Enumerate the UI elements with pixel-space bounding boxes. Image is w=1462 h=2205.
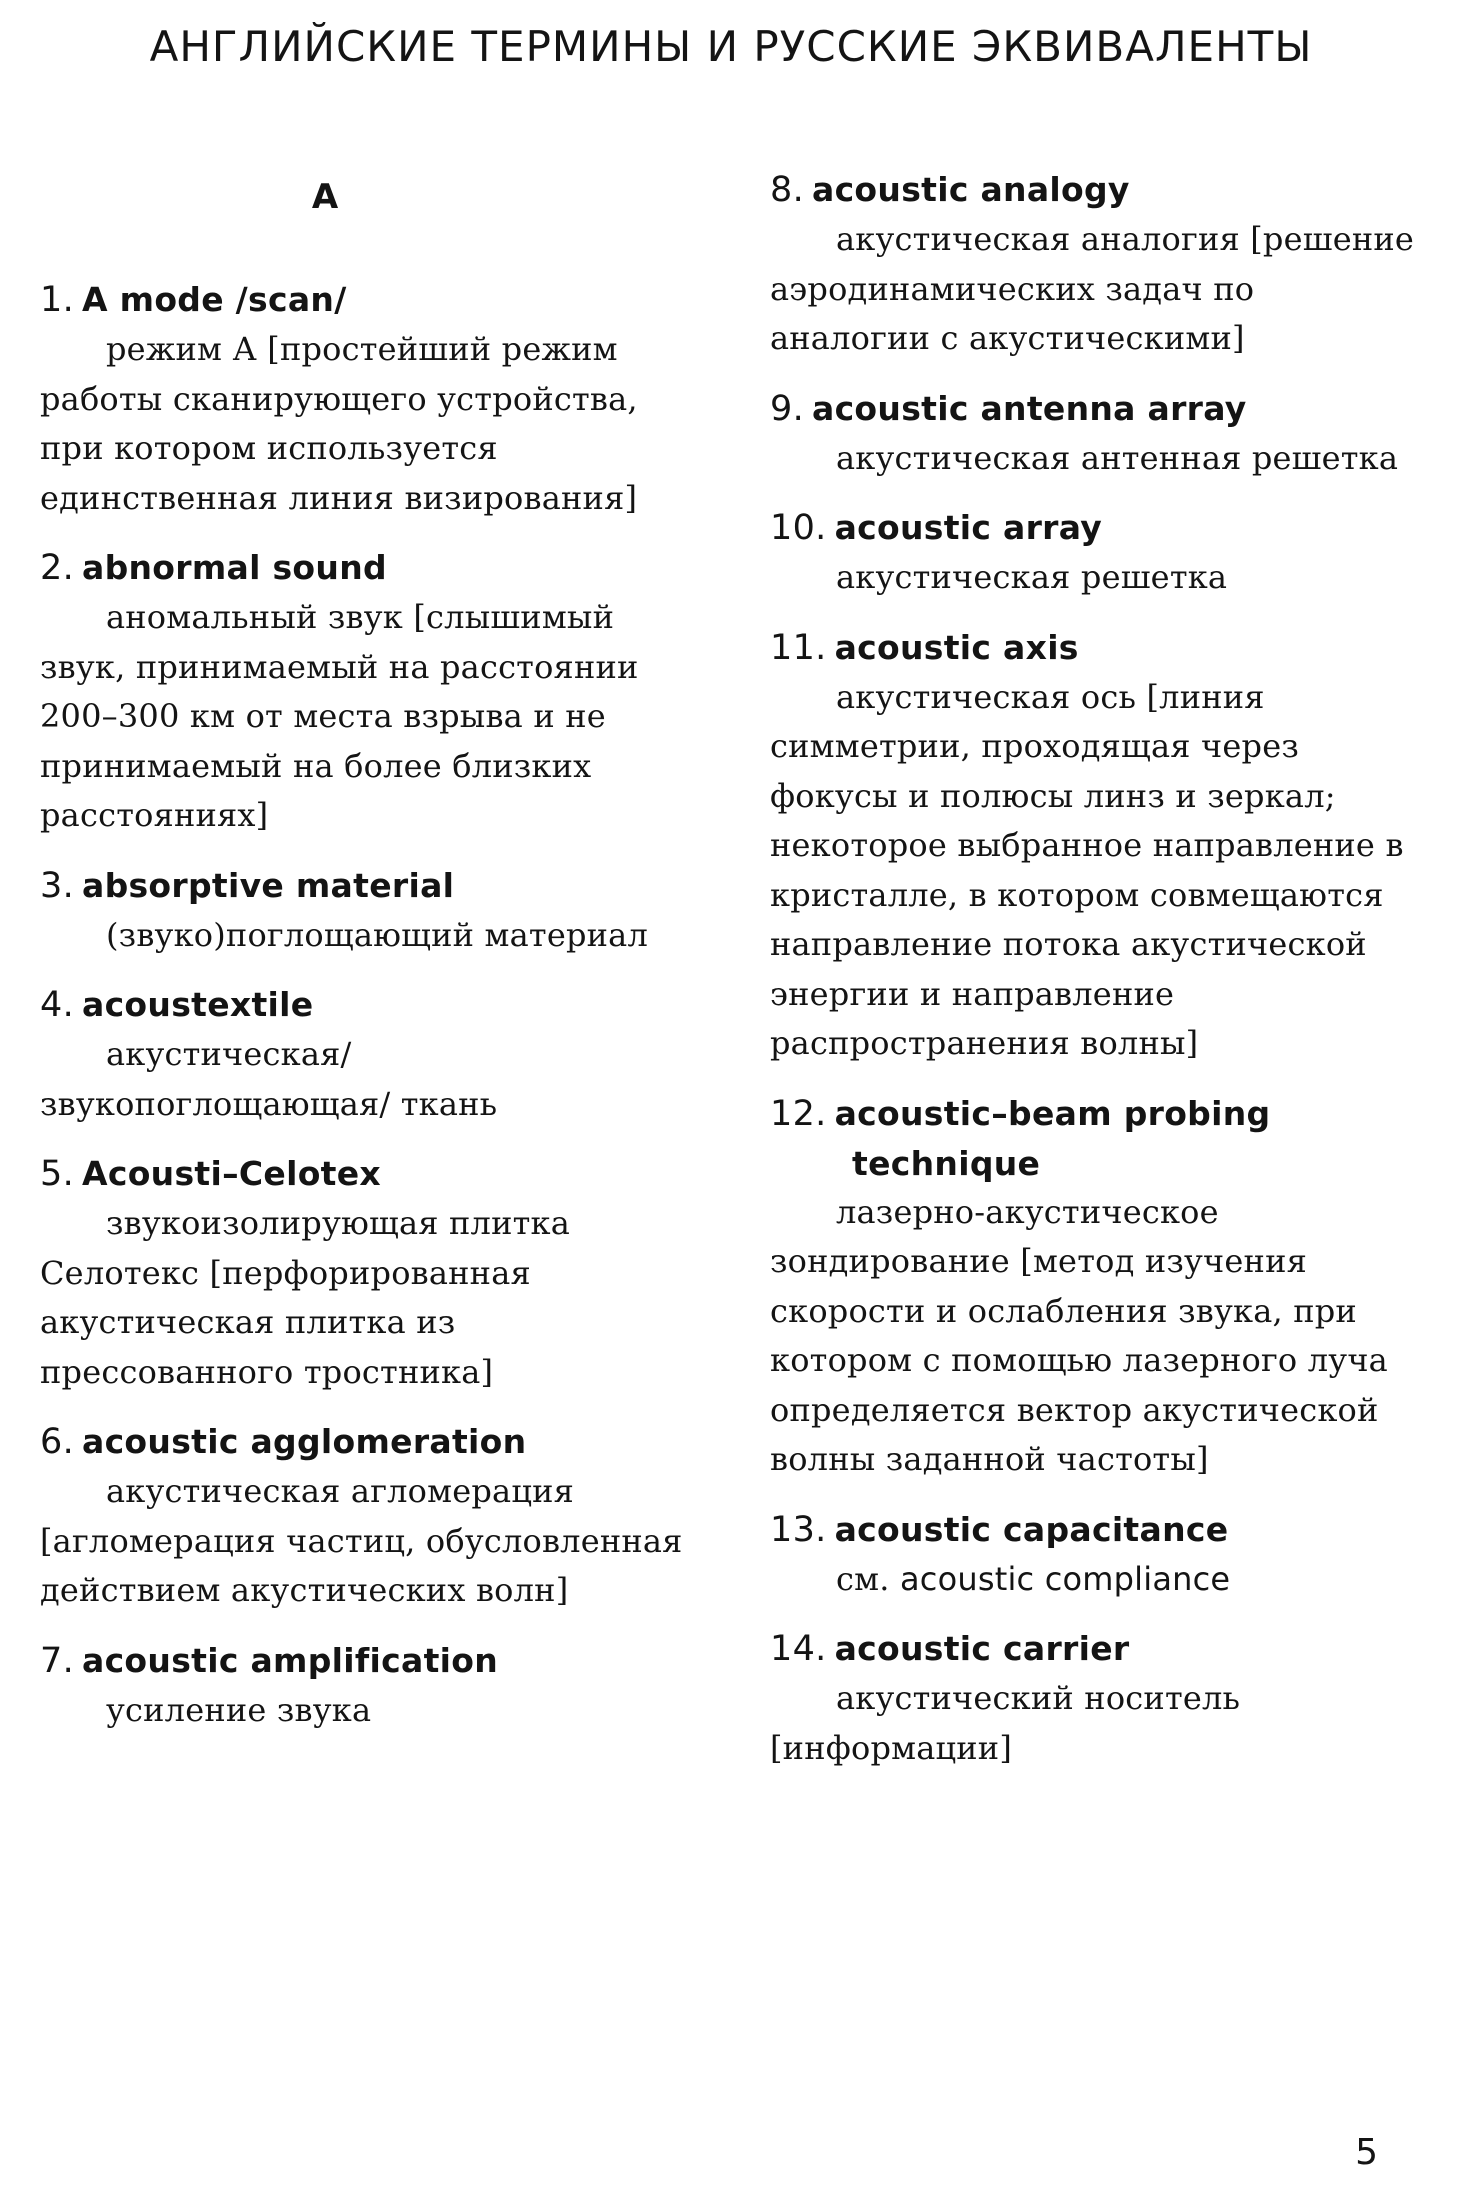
entry-term (40, 275, 700, 325)
see-also-label: см. (836, 1559, 890, 1598)
entry-term (770, 1624, 1420, 1674)
entry-term-text: absorptive material (82, 865, 455, 905)
entry-number: 3. (40, 865, 74, 906)
dictionary-entry (40, 980, 700, 1129)
dictionary-entry (770, 384, 1420, 484)
entry-term-text: abnormal sound (82, 548, 387, 587)
entry-definition: аномальный звук [слышимый звук, принимаемый на расстоянии 200–300 км от места взрыва и не принимаемый на более близких расстояниях] (40, 598, 639, 834)
dictionary-entry (770, 1624, 1420, 1773)
entry-term-text: Acousti–Celotex (82, 1154, 382, 1193)
entry-term (770, 1089, 1420, 1188)
entry-term-text: acoustic axis (834, 627, 1079, 667)
entry-term-text: acoustic agglomeration (82, 1422, 527, 1461)
entry-term (40, 543, 700, 593)
entry-number: 13. (770, 1509, 827, 1550)
dictionary-entry (40, 861, 700, 961)
entry-definition: усиление звука (106, 1690, 372, 1729)
dictionary-entry (40, 543, 700, 841)
entry-term-continuation: technique (852, 1143, 1041, 1183)
entry-definition: режим А [простейший режим работы сканирующего устройства, при котором используется единственная линия визирования] (40, 330, 638, 517)
entry-term-text: acoustic analogy (812, 170, 1130, 209)
entry-number: 12. (770, 1093, 827, 1134)
entry-definition: акустическая решетка (836, 558, 1228, 596)
entry-definition: (звуко)поглощающий материал (106, 915, 648, 954)
entry-term-text: acoustextile (82, 985, 314, 1024)
entry-definition: акустическая агломерация [агломерация частиц, обусловленная действием акустических волн] (40, 1472, 683, 1609)
entry-term (40, 861, 700, 911)
dictionary-entry (40, 1417, 700, 1616)
dictionary-entry (770, 1505, 1420, 1605)
dictionary-entry (770, 1089, 1420, 1485)
dictionary-entry (40, 275, 700, 523)
entry-number: 7. (40, 1640, 74, 1681)
entry-term-text: A mode /scan/ (82, 280, 347, 319)
page-number: 5 (1355, 2132, 1378, 2173)
entry-number: 2. (40, 548, 74, 588)
entry-term (40, 1417, 700, 1467)
entry-term (770, 384, 1420, 434)
entry-term (770, 623, 1420, 673)
section-letter: A (311, 177, 339, 217)
entry-term-text: acoustic carrier (834, 1629, 1130, 1668)
entry-number: 9. (770, 388, 804, 429)
entry-term (40, 1149, 700, 1199)
entry-number: 4. (40, 985, 74, 1025)
entry-number: 1. (40, 280, 74, 320)
entry-number: 11. (770, 627, 827, 668)
entry-definition: акустическая аналогия [решение аэродинамических задач по аналогии с акустическими] (770, 220, 1415, 357)
entry-term (40, 980, 700, 1030)
dictionary-entry (40, 1636, 700, 1736)
entry-number: 8. (770, 170, 804, 210)
entry-definition: акустический носитель [информации] (770, 1679, 1241, 1767)
entry-term (770, 1505, 1420, 1555)
dictionary-entry (770, 165, 1420, 364)
entry-term-text: acoustic capacitance (834, 1509, 1229, 1549)
entry-term (770, 503, 1420, 553)
page-title: АНГЛИЙСКИЕ ТЕРМИНЫ И РУССКИЕ ЭКВИВАЛЕНТЫ (149, 22, 1313, 71)
cross-reference-term: acoustic compliance (899, 1559, 1231, 1598)
left-column (40, 165, 700, 1755)
entry-number: 10. (770, 508, 827, 548)
entry-term-text: acoustic array (834, 508, 1103, 547)
entry-definition: акустическая/звукопоглощающая/ ткань (40, 1035, 498, 1123)
entry-number: 14. (770, 1629, 827, 1669)
right-column (770, 165, 1420, 1793)
dictionary-entry (770, 503, 1420, 603)
entry-term (40, 1636, 700, 1686)
entry-number: 6. (40, 1422, 74, 1462)
dictionary-entry (40, 1149, 700, 1397)
entry-term-text: acoustic antenna array (812, 388, 1247, 428)
entry-number: 5. (40, 1154, 74, 1194)
entry-definition: звукоизолирующая плитка Селотекс [перфорированная акустическая плитка из прессованного тростника] (40, 1204, 570, 1391)
entry-definition: акустическая ось [линия симметрии, проходящая через фокусы и полюсы линз и зеркал; некоторое выбранное направление в кристалле, в котором совмещаются направление потока акустической энергии и направление распространения волны] (770, 677, 1404, 1062)
entry-definition: лазерно-акустическое зондирование [метод изучения скорости и ослабления звука, при котором с помощью лазерного луча определяется вектор акустической волны заданной частоты] (770, 1192, 1388, 1478)
dictionary-entry (770, 623, 1420, 1069)
entry-cross-reference (770, 1555, 1420, 1605)
entry-definition: акустическая антенная решетка (836, 438, 1399, 477)
entry-term (770, 165, 1420, 215)
entry-term-text: acoustic–beam probing (834, 1093, 1271, 1133)
entry-term-text: acoustic amplification (82, 1640, 499, 1680)
